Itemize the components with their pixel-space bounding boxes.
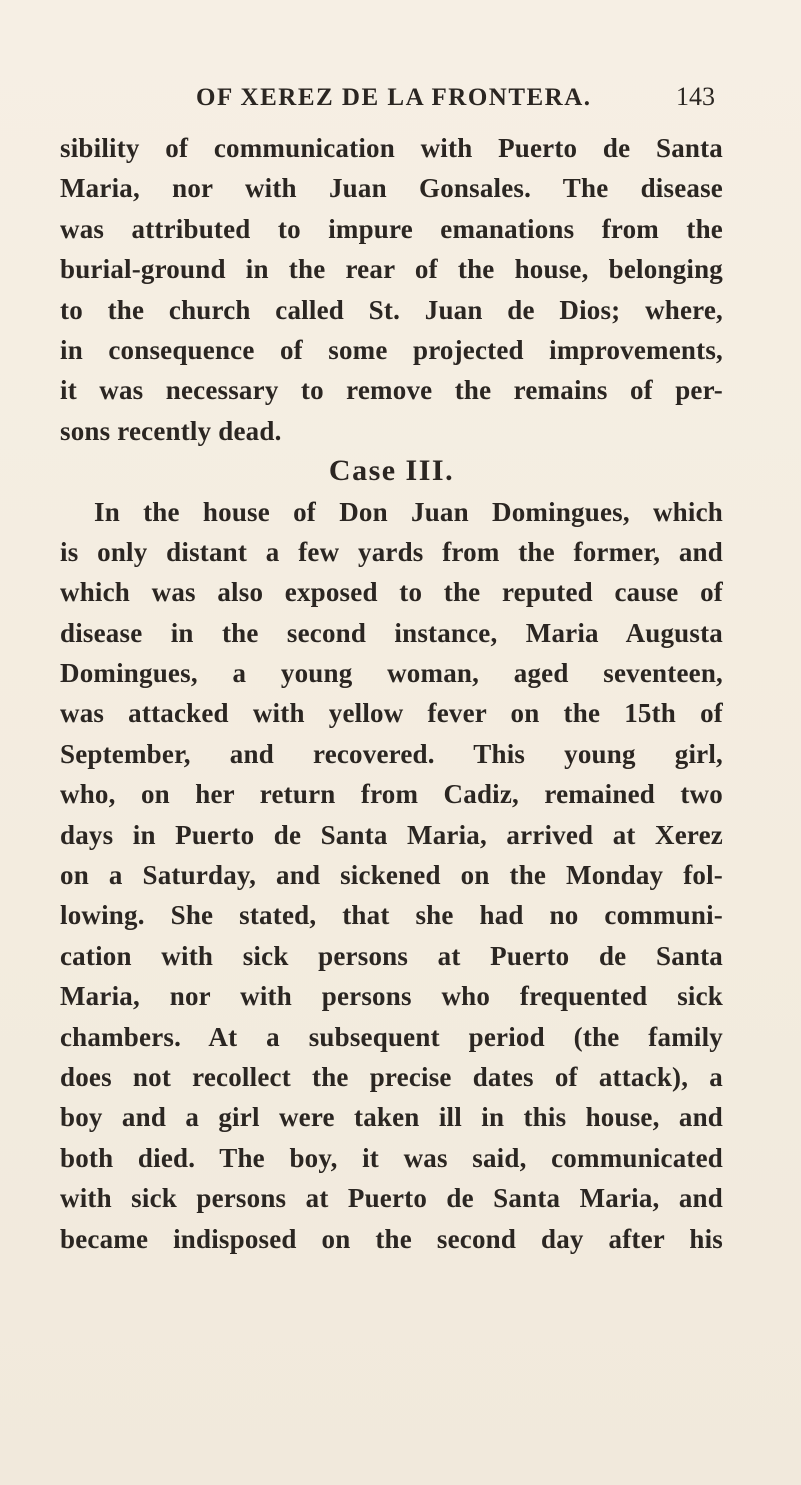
text-line: on a Saturday, and sickened on the Monday fol- bbox=[60, 860, 723, 891]
text-line: September, and recovered. This young girl, bbox=[60, 738, 723, 769]
text-line: both died. The boy, it was said, communicated bbox=[60, 1142, 723, 1173]
section-heading: Case III. bbox=[328, 454, 455, 488]
text-line: chambers. At a subsequent period (the family bbox=[60, 1021, 723, 1052]
text-line: boy and a girl were taken ill in this house, and bbox=[60, 1102, 723, 1133]
text-line: Domingues, a young woman, aged seventeen, bbox=[60, 658, 723, 689]
text-line: is only distant a few yards from the former, and bbox=[60, 536, 723, 567]
text-line: was attributed to impure emanations from the bbox=[60, 213, 723, 244]
text-line: who, on her return from Cadiz, remained two bbox=[60, 779, 723, 810]
text-line: in consequence of some projected improvements, bbox=[60, 334, 723, 365]
text-line: cation with sick persons at Puerto de Santa bbox=[60, 940, 723, 971]
text-line: to the church called St. Juan de Dios; where, bbox=[60, 294, 723, 325]
text-line: became indisposed on the second day after his bbox=[60, 1223, 723, 1254]
text-line: sibility of communication with Puerto de Santa bbox=[60, 133, 723, 163]
text-line: with sick persons at Puerto de Santa Maria, and bbox=[60, 1183, 723, 1214]
text-line: burial-ground in the rear of the house, belonging bbox=[60, 254, 723, 285]
text-line: it was necessary to remove the remains of per- bbox=[60, 375, 723, 406]
text-line: sons recently dead. bbox=[60, 415, 282, 446]
text-line: does not recollect the precise dates of attack), a bbox=[60, 1061, 723, 1092]
text-line: disease in the second instance, Maria Augusta bbox=[60, 617, 723, 648]
body-text bbox=[60, 128, 723, 1259]
text-line: days in Puerto de Santa Maria, arrived at Xerez bbox=[60, 819, 723, 850]
paragraph-first-line: In the house of Don Juan Domingues, which bbox=[94, 496, 723, 527]
page-number: 143 bbox=[676, 82, 715, 111]
text-line: was attacked with yellow fever on the 15th of bbox=[60, 698, 723, 729]
text-line: Maria, nor with persons who frequented sick bbox=[60, 981, 723, 1012]
text-line: Maria, nor with Juan Gonsales. The disease bbox=[60, 173, 723, 204]
text-line: lowing. She stated, that she had no communi- bbox=[60, 900, 723, 931]
running-title: OF XEREZ DE LA FRONTERA. bbox=[196, 84, 592, 111]
text-line: which was also exposed to the reputed cause of bbox=[60, 577, 723, 608]
running-head bbox=[60, 84, 723, 114]
